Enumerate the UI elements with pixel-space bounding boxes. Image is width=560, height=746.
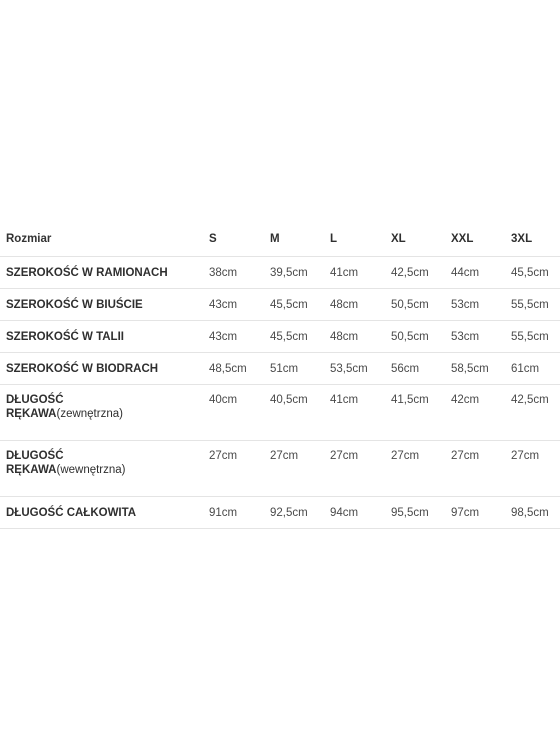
row-label-text: DŁUGOŚĆ (6, 394, 64, 406)
table-cell: 39,5cm (264, 257, 324, 289)
row-label (0, 353, 203, 385)
table-cell: 61cm (505, 353, 560, 385)
row-label-text: SZEROKOŚĆ W BIODRACH (6, 362, 159, 375)
table-cell: 51cm (264, 353, 324, 385)
table-cell: 95,5cm (385, 497, 445, 529)
table-cell: 55,5cm (505, 321, 560, 353)
table-cell: 48cm (324, 289, 385, 321)
table-cell: 41cm (324, 385, 385, 441)
row-label-upper: RĘKAWA (6, 464, 57, 476)
row-label (0, 321, 203, 353)
table-cell: 38cm (203, 257, 264, 289)
header-size-l: L (324, 222, 385, 257)
size-chart-table (0, 222, 560, 529)
table-cell: 27cm (203, 441, 264, 497)
header-size-m: M (264, 222, 324, 257)
row-label-second-line (6, 463, 203, 477)
row-label-text: DŁUGOŚĆ (6, 450, 64, 462)
row-label (0, 289, 203, 321)
row-label-text: SZEROKOŚĆ W RAMIONACH (6, 266, 168, 279)
table-cell: 43cm (203, 321, 264, 353)
row-label (0, 497, 203, 529)
header-size-label: Rozmiar (0, 222, 203, 257)
row-label (0, 257, 203, 289)
table-cell: 50,5cm (385, 289, 445, 321)
row-label-qualifier: (wewnętrzna) (56, 464, 126, 476)
table-cell: 45,5cm (264, 321, 324, 353)
row-label-text: SZEROKOŚĆ W TALII (6, 330, 124, 343)
table-row (0, 321, 560, 353)
table-cell: 94cm (324, 497, 385, 529)
table-cell: 42,5cm (385, 257, 445, 289)
header-size-xl: XL (385, 222, 445, 257)
row-label-upper: RĘKAWA (6, 408, 57, 420)
row-label-second-line (6, 407, 203, 421)
table-cell: 45,5cm (505, 257, 560, 289)
row-label (0, 385, 203, 441)
table-cell: 40cm (203, 385, 264, 441)
row-label-qualifier: (zewnętrzna) (56, 408, 123, 420)
table-cell: 55,5cm (505, 289, 560, 321)
table-row (0, 385, 560, 441)
table-cell: 40,5cm (264, 385, 324, 441)
table-cell: 41,5cm (385, 385, 445, 441)
table-cell: 58,5cm (445, 353, 505, 385)
table-row (0, 497, 560, 529)
table-row (0, 353, 560, 385)
table-cell: 42cm (445, 385, 505, 441)
table-cell: 53,5cm (324, 353, 385, 385)
header-size-3xl: 3XL (505, 222, 560, 257)
row-label-text: SZEROKOŚĆ W BIUŚCIE (6, 298, 143, 311)
table-cell: 27cm (445, 441, 505, 497)
table-row (0, 289, 560, 321)
table-cell: 27cm (385, 441, 445, 497)
table-header-row (0, 222, 560, 257)
table-cell: 48,5cm (203, 353, 264, 385)
table-row (0, 257, 560, 289)
table-cell: 92,5cm (264, 497, 324, 529)
table-cell: 56cm (385, 353, 445, 385)
table-cell: 27cm (505, 441, 560, 497)
table-cell: 27cm (324, 441, 385, 497)
header-size-s: S (203, 222, 264, 257)
table-cell: 98,5cm (505, 497, 560, 529)
table-cell: 50,5cm (385, 321, 445, 353)
row-label-text: DŁUGOŚĆ CAŁKOWITA (6, 506, 137, 519)
table-cell: 42,5cm (505, 385, 560, 441)
table-cell: 53cm (445, 321, 505, 353)
table-cell: 43cm (203, 289, 264, 321)
table-cell: 91cm (203, 497, 264, 529)
row-label (0, 441, 203, 497)
table-cell: 41cm (324, 257, 385, 289)
table-cell: 45,5cm (264, 289, 324, 321)
header-size-xxl: XXL (445, 222, 505, 257)
table-cell: 44cm (445, 257, 505, 289)
table-cell: 48cm (324, 321, 385, 353)
table-cell: 53cm (445, 289, 505, 321)
table-row (0, 441, 560, 497)
table-cell: 27cm (264, 441, 324, 497)
table-cell: 97cm (445, 497, 505, 529)
